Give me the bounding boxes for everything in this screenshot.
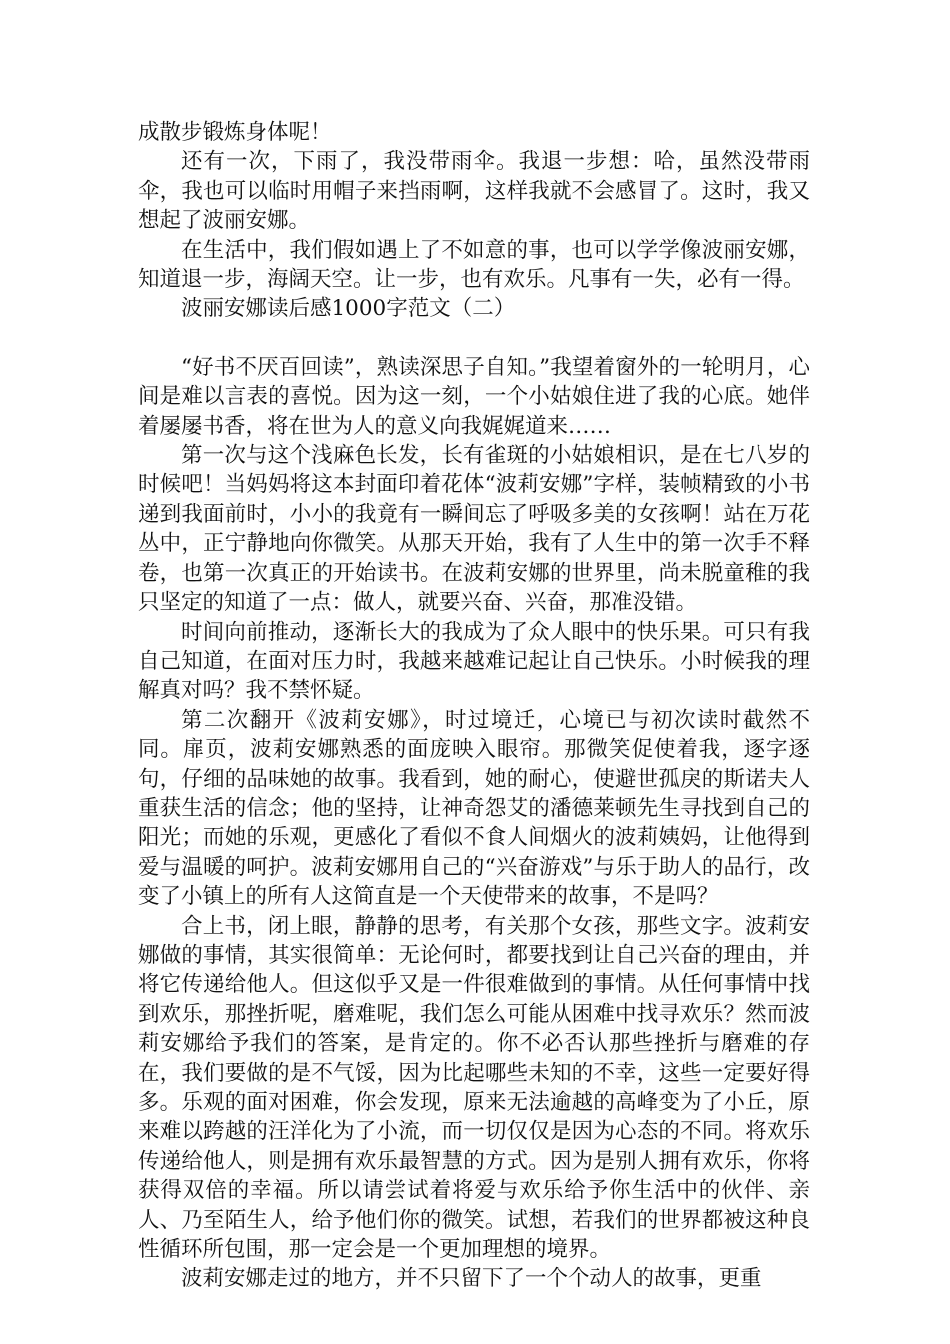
paragraph-life: 在生活中，我们假如遇上了不如意的事，也可以学学像波丽安娜，知道退一步，海阔天空。让一步，也有欢乐。凡事有一失，必有一得。 (138, 237, 810, 293)
paragraph-second-reading: 第二次翻开《波莉安娜》，时过境迁，心境已与初次读时截然不同。扉页，波莉安娜熟悉的面庞映入眼帘。那微笑促使着我，逐字逐句，仔细的品味她的故事。我看到，她的耐心，使避世孤戾的斯诺夫人重获生活的信念；他的坚持，让神奇怨艾的潘德莱顿先生寻找到自己的阳光；而她的乐观，更感化了看似不食人间烟火的波莉姨妈，让他得到爱与温暖的呵护。波莉安娜用自己的“兴奋游戏”与乐于助人的品行，改变了小镇上的所有人这简直是一个天使带来的故事，不是吗？ (138, 707, 810, 910)
paragraph-continuation: 成散步锻炼身体呢！ (138, 120, 332, 145)
paragraph-first-meeting: 第一次与这个浅麻色长发，长有雀斑的小姑娘相识，是在七八岁的时候吧！当妈妈将这本封面印着花体“波莉安娜”字样，装帧精致的小书递到我面前时，小小的我竟有一瞬间忘了呼吸多美的女孩啊！站在万花丛中，正宁静地向你微笑。从那天开始，我有了人生中的第一次手不释卷，也第一次真正的开始读书。在波莉安娜的世界里，尚未脱童稚的我只坚定的知道了一点：做人，就要兴奋、兴奋，那准没错。 (138, 443, 810, 616)
section-heading: 波丽安娜读后感1000字范文（二） (181, 296, 516, 322)
paragraph-growing-up: 时间向前推动，逐渐长大的我成为了众人眼中的快乐果。可只有我自己知道，在面对压力时，我越来越难记起让自己快乐。小时候我的理解真对吗？我不禁怀疑。 (138, 619, 810, 704)
paragraph-good-book: “好书不厌百回读”，熟读深思子自知。”我望着窗外的一轮明月，心间是难以言表的喜悦。因为这一刻，一个小姑娘住进了我的心底。她伴着屡屡书香，将在世为人的意义向我娓娓道来…… (138, 354, 810, 439)
paragraph-rain: 还有一次，下雨了，我没带雨伞。我退一步想：哈，虽然没带雨伞，我也可以临时用帽子来挡雨啊，这样我就不会感冒了。这时，我又想起了波丽安娜。 (138, 149, 810, 234)
paragraph-closing: 波莉安娜走过的地方，并不只留下了一个个动人的故事，更重 (181, 1266, 762, 1292)
blank-line (138, 324, 810, 353)
document-body (138, 118, 810, 1294)
paragraph-reflection: 合上书，闭上眼，静静的思考，有关那个女孩，那些文字。波莉安娜做的事情，其实很简单：无论何时，都要找到让自己兴奋的理由，并将它传递给他人。但这似乎又是一件很难做到的事情。从任何事情中找到欢乐，那挫折呢，磨难呢，我们怎么可能从困难中找寻欢乐？然而波莉安娜给予我们的答案，是肯定的。你不必否认那些挫折与磨难的存在，我们要做的是不气馁，因为比起哪些未知的不幸，这些一定要好得多。乐观的面对困难，你会发现，原来无法逾越的高峰变为了小丘，原来难以跨越的汪洋化为了小流，而一切仅仅是因为心态的不同。将欢乐传递给他人，则是拥有欢乐最智慧的方式。因为是别人拥有欢乐，你将获得双倍的幸福。所以请尝试着将爱与欢乐给予你生活中的伙伴、亲人、乃至陌生人，给予他们你的微笑。试想，若我们的世界都被这种良性循环所包围，那一定会是一个更加理想的境界。 (138, 913, 810, 1263)
